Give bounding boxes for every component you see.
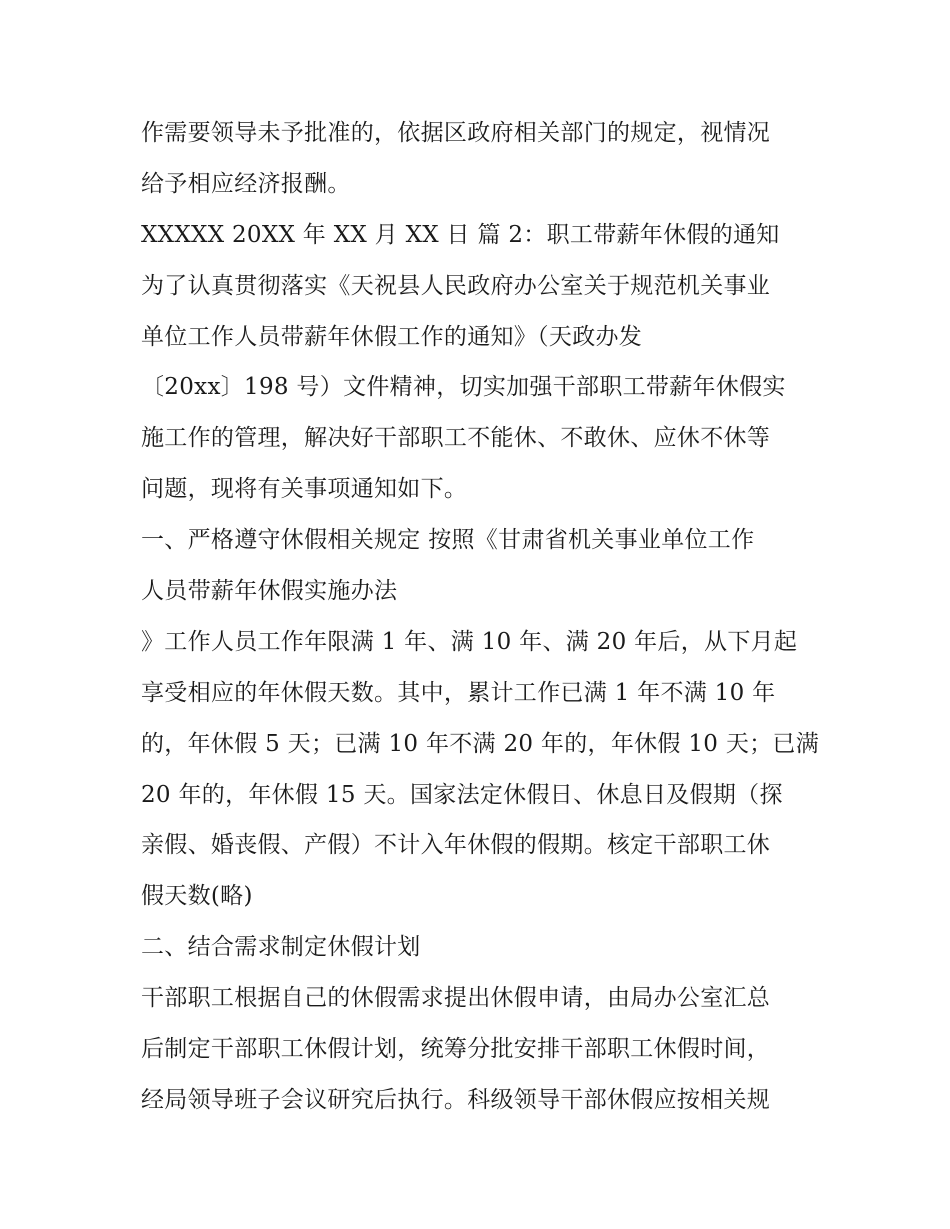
text-line: 经局领导班子会议研究后执行。科级领导干部休假应按相关规 <box>141 1086 771 1113</box>
text-line: 给予相应经济报酬。 <box>141 170 351 197</box>
text-line: 的，年休假 5 天；已满 10 年不满 20 年的，年休假 10 天；已满 <box>141 730 820 757</box>
text-line: 人员带薪年休假实施办法 <box>141 578 398 605</box>
section-heading: 一、严格遵守休假相关规定 按照《甘肃省机关事业单位工作 <box>141 527 755 554</box>
text-line: 〔20xx〕198 号）文件精神，切实加强干部职工带薪年休假实 <box>141 374 786 401</box>
text-line: 20 年的，年休假 15 天。国家法定休假日、休息日及假期（探 <box>141 781 783 808</box>
section-heading: XXXXX 20XX 年 XX 月 XX 日 篇 2：职工带薪年休假的通知 <box>141 221 780 248</box>
text-line: 假天数(略) <box>141 883 253 910</box>
text-line: 亲假、婚丧假、产假）不计入年休假的假期。核定干部职工休 <box>141 832 771 859</box>
document-body <box>141 108 821 1126</box>
text-line: 施工作的管理，解决好干部职工不能休、不敢休、应休不休等 <box>141 425 771 452</box>
text-line: 享受相应的年休假天数。其中，累计工作已满 1 年不满 10 年 <box>141 679 776 706</box>
text-line: 单位工作人员带薪年休假工作的通知》（天政办发 <box>141 323 643 350</box>
section-heading: 二、结合需求制定休假计划 <box>141 934 421 961</box>
text-line: 作需要领导未予批准的，依据区政府相关部门的规定，视情况 <box>141 120 771 146</box>
text-line: 后制定干部职工休假计划，统筹分批安排干部职工休假时间， <box>141 1036 771 1063</box>
text-line: 干部职工根据自己的休假需求提出休假申请，由局办公室汇总 <box>141 985 771 1012</box>
text-line: 》工作人员工作年限满 1 年、满 10 年、满 20 年后，从下月起 <box>141 628 798 655</box>
text-line: 问题，现将有关事项通知如下。 <box>141 476 468 503</box>
text-line: 为了认真贯彻落实《天祝县人民政府办公室关于规范机关事业 <box>141 272 771 299</box>
